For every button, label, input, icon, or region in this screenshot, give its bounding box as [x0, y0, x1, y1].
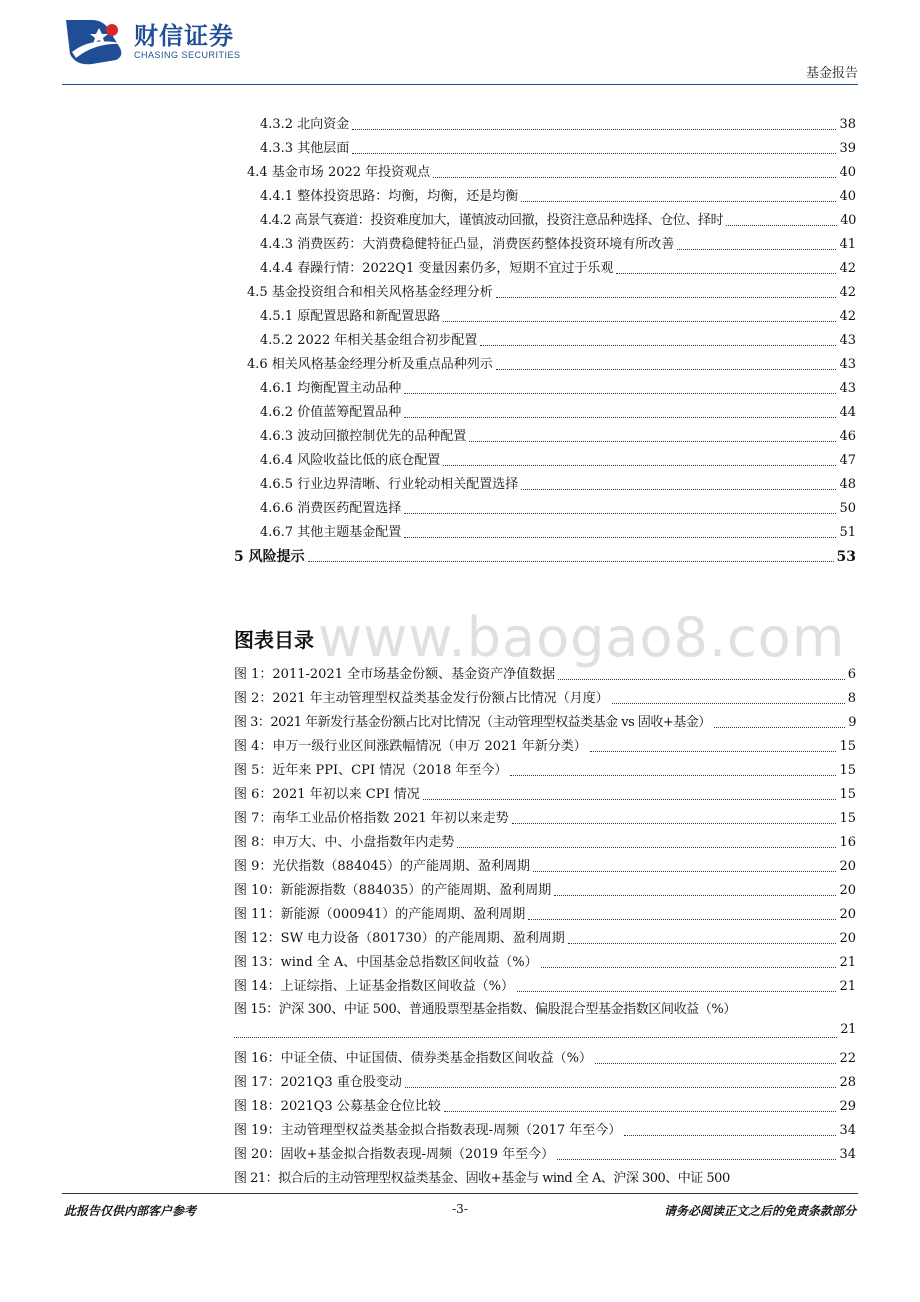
toc-entry-page: 38: [839, 117, 856, 132]
figure-leader-dots: [568, 943, 837, 944]
figure-entry[interactable]: [234, 1096, 856, 1116]
toc-entry-page: 43: [839, 381, 856, 396]
header-divider: [62, 84, 858, 85]
figure-entry-title: 图 16：中证全债、中证国债、债券类基金指数区间收益（%）: [234, 1051, 593, 1066]
watermark: www.baogao8.com: [318, 606, 846, 669]
figure-entry-page: 21: [840, 1022, 856, 1037]
toc-entry[interactable]: [247, 282, 856, 302]
page-header: [62, 8, 858, 84]
toc-entry[interactable]: [260, 498, 856, 518]
figure-entry-title: 图 21：拟合后的主动管理型权益类基金、固收+基金与 wind 全 A、沪深 300、中证 500: [234, 1171, 730, 1186]
toc-entry[interactable]: [247, 162, 856, 182]
toc-entry-title: 4.4.3 消费医药：大消费稳健特征凸显，消费医药整体投资环境有所改善: [260, 237, 675, 252]
figure-entry-page: 20: [839, 859, 856, 874]
toc-leader-dots: [677, 249, 836, 250]
figure-entry[interactable]: [234, 1144, 856, 1164]
figure-leader-dots: [612, 703, 845, 704]
toc-entry-title: 4.4.4 春躁行情：2022Q1 变量因素仍多，短期不宜过于乐观: [260, 261, 614, 276]
toc-entry-page: 50: [839, 501, 856, 516]
toc-entry[interactable]: [260, 258, 856, 278]
figure-entry[interactable]: [234, 688, 856, 708]
figure-entry-title: 图 8：申万大、中、小盘指数年内走势: [234, 835, 455, 850]
toc-entry[interactable]: [260, 234, 856, 254]
toc-entry-chapter[interactable]: [234, 546, 856, 566]
toc-entry-page: 51: [839, 525, 856, 540]
toc-leader-dots: [726, 225, 837, 226]
figure-leader-dots: [510, 775, 836, 776]
toc-entry-title: 4.4.1 整体投资思路：均衡，均衡，还是均衡: [260, 189, 519, 204]
figure-entry-title: 图 14：上证综指、上证基金指数区间收益（%）: [234, 979, 515, 994]
figure-entry-page: 15: [839, 787, 856, 802]
toc-entry[interactable]: [260, 114, 856, 134]
figure-leader-dots: [528, 919, 836, 920]
toc-entry-title: 4.6.4 风险收益比低的底仓配置: [260, 453, 441, 468]
toc-leader-dots: [404, 417, 836, 418]
logo-emblem-icon: [62, 14, 128, 68]
toc-entry-title: 4.3.2 北向资金: [260, 117, 350, 132]
toc-entry-title: 4.5 基金投资组合和相关风格基金经理分析: [247, 285, 493, 300]
footer-notice: 此报告仅供内部客户参考: [64, 1204, 197, 1218]
brand-name-cn: 财信证券: [134, 22, 234, 50]
toc-entry-page: 53: [836, 549, 856, 565]
toc-entry[interactable]: [260, 330, 856, 350]
figure-entry[interactable]: [234, 832, 856, 852]
toc-entry-page: 47: [839, 453, 856, 468]
toc-leader-dots: [480, 345, 836, 346]
toc-entry[interactable]: [260, 210, 856, 230]
figure-entry[interactable]: [234, 736, 856, 756]
figure-entry-title: 图 4：申万一级行业区间涨跌幅情况（申万 2021 年新分类）: [234, 739, 587, 754]
toc-entry-page: 39: [839, 141, 856, 156]
figure-entry-title: 图 2：2021 年主动管理型权益类基金发行份额占比情况（月度）: [234, 691, 609, 706]
figure-leader-dots: [533, 871, 836, 872]
page-number: -3-: [452, 1202, 468, 1216]
toc-entry-page: 40: [839, 165, 856, 180]
toc-entry-page: 41: [839, 237, 856, 252]
figures-index-title: 图表目录: [234, 628, 314, 652]
figure-entry[interactable]: [234, 904, 856, 924]
figure-leader-dots: [595, 1063, 836, 1064]
toc-leader-dots: [308, 561, 834, 562]
toc-entry-title: 4.4 基金市场 2022 年投资观点: [247, 165, 431, 180]
figure-entry-title: 图 10：新能源指数（884035）的产能周期、盈利周期: [234, 883, 552, 898]
toc-leader-dots: [521, 201, 836, 202]
figure-entry-page: 6: [847, 667, 856, 682]
figure-leader-dots: [557, 1159, 836, 1160]
toc-leader-dots: [616, 273, 836, 274]
toc-leader-dots: [443, 321, 836, 322]
figure-entry[interactable]: [234, 712, 856, 732]
toc-entry-title: 4.6.5 行业边界清晰、行业轮动相关配置选择: [260, 477, 519, 492]
figure-entry-title: 图 6：2021 年初以来 CPI 情况: [234, 787, 420, 802]
figure-entry[interactable]: [234, 1120, 856, 1140]
figure-entry-title: 图 13：wind 全 A、中国基金总指数区间收益（%）: [234, 955, 538, 970]
figure-entry-page: 15: [839, 763, 856, 778]
figure-entry-title: 图 17：2021Q3 重仓股变动: [234, 1075, 402, 1090]
figure-leader-dots: [517, 991, 836, 992]
figure-leader-dots: [234, 1037, 837, 1038]
toc-entry[interactable]: [260, 402, 856, 422]
figure-entry-title: 图 11：新能源（000941）的产能周期、盈利周期: [234, 907, 526, 922]
figure-entry[interactable]: [234, 976, 856, 996]
figure-leader-dots: [423, 799, 837, 800]
figure-entry[interactable]: [234, 880, 856, 900]
figure-leader-dots: [624, 1135, 836, 1136]
report-type-label: 基金报告: [805, 66, 858, 81]
toc-entry[interactable]: [260, 450, 856, 470]
toc-entry[interactable]: [260, 474, 856, 494]
toc-entry[interactable]: [247, 354, 856, 374]
toc-leader-dots: [469, 441, 836, 442]
figure-entry-page: 9: [848, 715, 856, 730]
figure-leader-dots: [541, 967, 837, 968]
figure-entry[interactable]: [234, 928, 856, 948]
toc-entry-page: 43: [839, 357, 856, 372]
figure-leader-dots: [714, 727, 845, 728]
toc-entry-page: 40: [839, 189, 856, 204]
figure-entry-page: 21: [839, 979, 856, 994]
figure-entry-wrapped[interactable]: [234, 998, 856, 1042]
toc-leader-dots: [404, 513, 836, 514]
toc-leader-dots: [352, 153, 836, 154]
figure-entry-title: 图 3：2021 年新发行基金份额占比对比情况（主动管理型权益类基金 vs 固收+基金）: [234, 715, 711, 730]
figure-leader-dots: [554, 895, 836, 896]
figure-entry-title: 图 15：沪深 300、中证 500、普通股票型基金指数、偏股混合型基金指数区间收益（%）: [234, 1002, 736, 1017]
toc-entry-title: 4.6 相关风格基金经理分析及重点品种列示: [247, 357, 493, 372]
toc-entry[interactable]: [260, 426, 856, 446]
toc-entry-page: 48: [839, 477, 856, 492]
toc-entry-page: 42: [839, 285, 856, 300]
toc-leader-dots: [443, 465, 836, 466]
toc-entry-title: 4.6.2 价值蓝筹配置品种: [260, 405, 402, 420]
figure-entry[interactable]: [234, 808, 856, 828]
figure-entry-page: 22: [839, 1051, 856, 1066]
toc-entry-title: 4.5.1 原配置思路和新配置思路: [260, 309, 441, 324]
figure-entry-title: 图 12：SW 电力设备（801730）的产能周期、盈利周期: [234, 931, 565, 946]
toc-entry-title: 5 风险提示: [234, 549, 305, 565]
figure-entry[interactable]: [234, 760, 856, 780]
toc-leader-dots: [521, 489, 836, 490]
figure-entry-page: 15: [839, 811, 856, 826]
figure-entry-title: 图 5：近年来 PPI、CPI 情况（2018 年至今）: [234, 763, 508, 778]
toc-entry-title: 4.6.7 其他主题基金配置: [260, 525, 402, 540]
figure-entry-page: 29: [839, 1099, 856, 1114]
figure-entry[interactable]: [234, 1048, 856, 1068]
figure-leader-dots: [512, 823, 837, 824]
toc-entry-page: 46: [839, 429, 856, 444]
figure-entry[interactable]: [234, 664, 856, 684]
figure-entry-title: 图 1：2011-2021 全市场基金份额、基金资产净值数据: [234, 667, 556, 682]
figure-entry-page: 21: [839, 955, 856, 970]
figure-entry-page: 20: [839, 907, 856, 922]
figure-entry-title: 图 20：固收+基金拟合指数表现-周频（2019 年至今）: [234, 1147, 555, 1162]
figure-entry-page: 8: [847, 691, 856, 706]
company-logo: [62, 14, 241, 68]
figure-leader-dots: [405, 1087, 837, 1088]
toc-entry-title: 4.6.1 均衡配置主动品种: [260, 381, 402, 396]
figure-entry-page: 15: [839, 739, 856, 754]
toc-leader-dots: [496, 369, 837, 370]
toc-entry-page: 42: [839, 309, 856, 324]
figure-entry[interactable]: [234, 1072, 856, 1092]
toc-entry-page: 43: [839, 333, 856, 348]
figure-entry[interactable]: [234, 1168, 856, 1188]
figure-leader-dots: [457, 847, 836, 848]
toc-leader-dots: [404, 537, 836, 538]
toc-entry-title: 4.6.6 消费医药配置选择: [260, 501, 402, 516]
footer-divider: [62, 1193, 858, 1194]
figure-entry-page: 34: [839, 1123, 856, 1138]
figure-leader-dots: [590, 751, 837, 752]
figure-leader-dots: [444, 1111, 837, 1112]
toc-entry[interactable]: [260, 186, 856, 206]
figure-entry[interactable]: [234, 856, 856, 876]
figure-leader-dots: [558, 679, 845, 680]
figure-entry-title: 图 7：南华工业品价格指数 2021 年初以来走势: [234, 811, 509, 826]
toc-entry[interactable]: [260, 306, 856, 326]
toc-leader-dots: [433, 177, 836, 178]
figure-entry[interactable]: [234, 952, 856, 972]
toc-entry[interactable]: [260, 378, 856, 398]
toc-entry[interactable]: [260, 138, 856, 158]
brand-name-en: CHASING SECURITIES: [134, 50, 241, 60]
toc-entry[interactable]: [260, 522, 856, 542]
figure-entry-title: 图 9：光伏指数（884045）的产能周期、盈利周期: [234, 859, 531, 874]
toc-leader-dots: [352, 129, 836, 130]
toc-leader-dots: [496, 297, 837, 298]
figure-entry-title: 图 19：主动管理型权益类基金拟合指数表现-周频（2017 年至今）: [234, 1123, 622, 1138]
toc-entry-title: 4.3.3 其他层面: [260, 141, 350, 156]
figure-entry-page: 28: [839, 1075, 856, 1090]
toc-leader-dots: [404, 393, 836, 394]
toc-entry-title: 4.5.2 2022 年相关基金组合初步配置: [260, 333, 478, 348]
figure-entry-page: 16: [839, 835, 856, 850]
toc-entry-page: 40: [840, 213, 856, 228]
footer-disclaimer: 请务必阅读正文之后的免责条款部分: [663, 1204, 856, 1218]
figure-entry-continuation: [234, 1022, 856, 1042]
figure-entry[interactable]: [234, 784, 856, 804]
toc-entry-page: 42: [839, 261, 856, 276]
toc-entry-title: 4.6.3 波动回撤控制优先的品种配置: [260, 429, 467, 444]
toc-entry-page: 44: [839, 405, 856, 420]
figure-entry-page: 34: [839, 1147, 856, 1162]
figure-entry-page: 20: [839, 883, 856, 898]
figure-entry-title: 图 18：2021Q3 公募基金仓位比较: [234, 1099, 441, 1114]
figure-entry-page: 20: [839, 931, 856, 946]
toc-entry-title: 4.4.2 高景气赛道：投资难度加大，谨慎波动回撤，投资注意品种选择、仓位、择时: [260, 213, 724, 228]
